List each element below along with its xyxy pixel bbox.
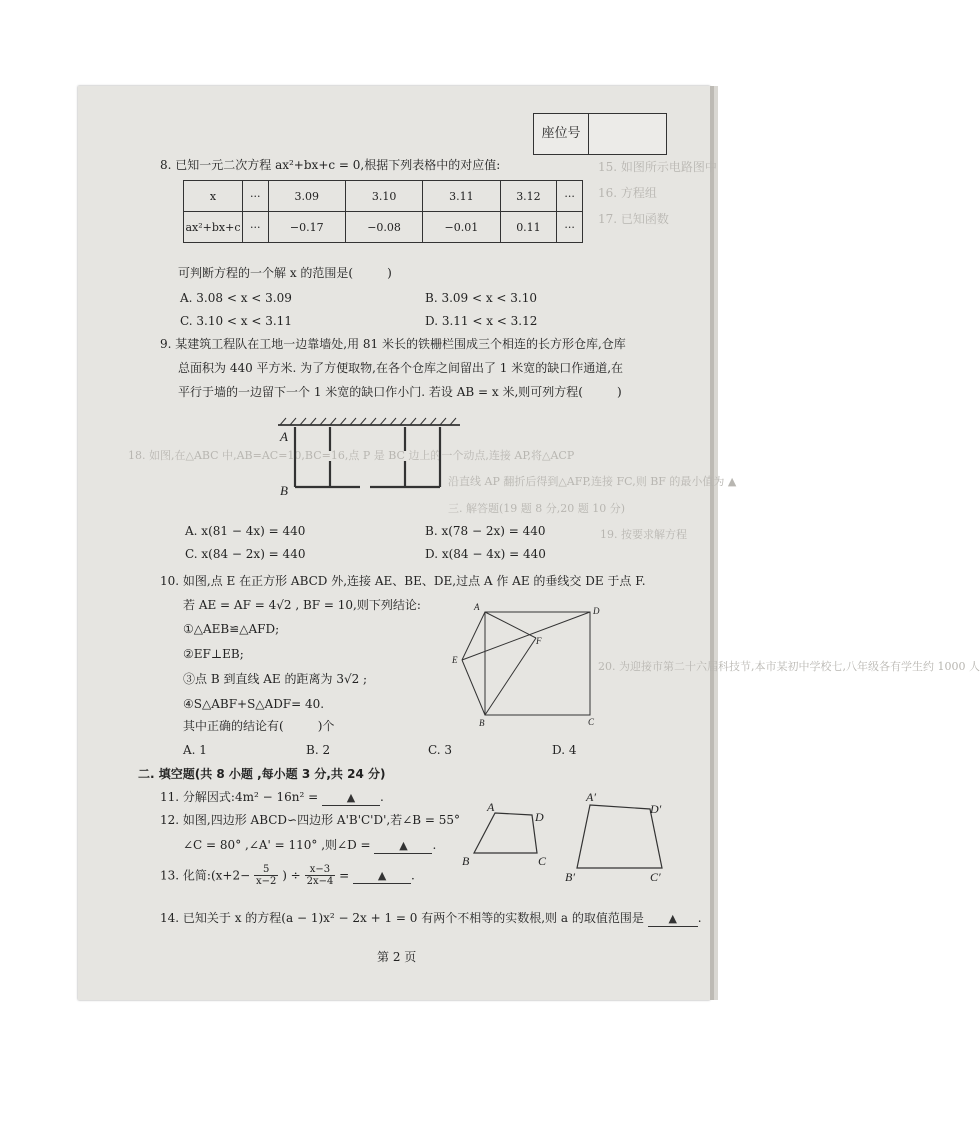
q12-line-2-text: ∠C = 80° ,∠A' = 110° ,则∠D = [183,838,371,852]
q13-frac2-denominator: 2x−4 [306,876,334,887]
q13-frac1-denominator: x−2 [255,876,277,887]
q10-conclusion-4: ④S△ABF+S△ADF= 40. [183,697,325,711]
q12-vertex-b: B [462,854,470,868]
q8-option-c[interactable]: C. 3.10 < x < 3.11 [180,314,292,328]
q13-equals: = [339,868,350,883]
q10-vertex-f: F [536,636,542,646]
q8-prompt-text: 可判断方程的一个解 x 的范围是( [178,266,354,280]
table-cell: ··· [243,212,269,243]
blank-marker-icon: ▲ [377,868,387,882]
q9-warehouse-figure [270,415,470,505]
table-cell: ··· [557,212,583,243]
q13-tail: . [411,868,415,883]
q10-conclusion-3: ③点 B 到直线 AE 的距离为 3√2 ; [183,672,368,686]
q8-option-b[interactable]: B. 3.09 < x < 3.10 [425,291,538,305]
q12-vertex-d-prime: D′ [650,802,662,816]
q8-prompt [178,266,392,280]
q10-vertex-c: C [588,717,595,727]
bleed-q20: 20. 为迎接市第二十六届科技节,本市某初中学校七,八年级各有学生约 1000 人 [598,660,980,673]
q10-option-c[interactable]: C. 3 [428,743,453,757]
table-cell: −0.01 [423,212,500,243]
table-cell: 3.10 [345,181,422,212]
page-number: 第 2 页 [377,950,417,964]
table-cell: 0.11 [500,212,557,243]
bleed-section3: 三. 解答题(19 题 8 分,20 题 10 分) [448,502,626,515]
q9-line-2: 总面积为 440 平方米. 为了方便取物,在各个仓库之间留出了 1 米宽的缺口作通道,在 [178,361,624,375]
q10-square-figure [450,600,610,730]
q10-prompt-close: )个 [317,719,335,733]
q14-text: 14. 已知关于 x 的方程(a − 1)x² − 2x + 1 = 0 有两个不相等的实数根,则 a 的取值范围是 [160,911,644,925]
table-row [184,181,583,212]
q8-prompt-close: ) [387,266,392,280]
bleed-q17: 17. 已知函数 [598,212,669,226]
q13-answer-blank[interactable] [353,868,411,884]
q9-label-b: B [280,483,288,498]
q8-stem: 8. 已知一元二次方程 ax²+bx+c = 0,根据下列表格中的对应值: [160,158,501,172]
q10-option-d[interactable]: D. 4 [552,743,577,757]
q12-vertex-c-prime: C′ [650,870,661,884]
section-2-title: 二. 填空题(共 8 小题 ,每小题 3 分,共 24 分) [138,767,386,781]
q12-vertex-a: A [487,800,495,814]
q12-line-1: 12. 如图,四边形 ABCD∽四边形 A'B'C'D',若∠B = 55° [160,813,461,827]
q11-answer-blank[interactable] [322,790,380,806]
q12-tail: . [432,838,437,852]
seat-number-field[interactable] [590,114,666,154]
table-cell: −0.17 [268,212,345,243]
q12-vertex-c: C [538,854,547,868]
q13 [160,864,415,892]
q10-vertex-e: E [452,655,458,665]
seat-number-label: 座位号 [534,114,589,154]
bleed-q18: 18. 如图,在△ABC 中,AB=AC=10,BC=16,点 P 是 BC 边上的一个动点,连接 AP,将△ACP [128,449,575,462]
bleed-q18b: 沿直线 AP 翻折后得到△AFP,连接 FC,则 BF 的最小值为 ▲ [448,475,737,488]
q11 [160,790,384,806]
q13-lead: 13. 化简:(x+2− [160,868,251,883]
table-cell: 3.12 [500,181,557,212]
q14-tail: . [697,911,702,925]
q13-frac1-numerator: 5 [254,864,278,876]
q12-vertex-d: D [535,810,544,824]
q9-option-a[interactable]: A. x(81 − 4x) = 440 [185,524,306,538]
q10-vertex-b: B [479,718,485,728]
q9-option-d[interactable]: D. x(84 − 4x) = 440 [425,547,546,561]
q9-line-3-text: 平行于墙的一边留下一个 1 米宽的缺口作小门. 若设 AB = x 米,则可列方程( [178,385,583,399]
q10-line-2: 若 AE = AF = 4√2 , BF = 10,则下列结论: [183,598,421,612]
bleed-q15: 15. 如图所示电路图中 [598,160,717,174]
q14-answer-blank[interactable] [648,911,698,927]
q11-tail: . [379,790,384,804]
q12-quadrilaterals-figure [460,785,680,885]
q12-answer-blank[interactable] [374,838,432,854]
q8-option-d[interactable]: D. 3.11 < x < 3.12 [425,314,538,328]
q10-conclusion-2: ②EF⊥EB; [183,647,244,661]
table-cell: 3.11 [423,181,500,212]
q11-text: 11. 分解因式:4m² − 16n² = [160,790,319,804]
q10-prompt [183,719,334,733]
q12-line-2 [183,838,436,854]
q9-line-1: 9. 某建筑工程队在工地一边靠墙处,用 81 米长的铁栅栏围成三个相连的长方形仓库,仓库 [160,337,626,351]
table-row [184,212,583,243]
q10-line-1: 10. 如图,点 E 在正方形 ABCD 外,连接 AE、BE、DE,过点 A 作 AE 的垂线交 DE 于点 F. [160,574,646,588]
table-header-fx: ax²+bx+c [184,212,243,243]
blank-marker-icon: ▲ [399,839,408,852]
q8-option-a[interactable]: A. 3.08 < x < 3.09 [180,291,292,305]
q9-option-c[interactable]: C. x(84 − 2x) = 440 [185,547,306,561]
bleed-q16: 16. 方程组 [598,186,657,200]
q10-conclusion-1: ①△AEB≌△AFD; [183,622,280,636]
q10-option-a[interactable]: A. 1 [183,743,207,757]
q13-divide: ) ÷ [282,868,301,883]
q8-value-table [183,180,583,243]
q10-vertex-a: A [474,602,480,612]
q12-vertex-b-prime: B′ [565,870,575,884]
table-cell: −0.08 [345,212,422,243]
blank-marker-icon: ▲ [668,912,677,925]
bleed-q19: 19. 按要求解方程 [600,528,687,541]
blank-marker-icon: ▲ [346,791,356,804]
q9-line-3-close: ) [616,385,622,399]
table-cell: 3.09 [268,181,345,212]
q9-option-b[interactable]: B. x(78 − 2x) = 440 [425,524,546,538]
table-cell: ··· [243,181,269,212]
q14 [160,911,702,927]
q10-vertex-d: D [593,606,600,616]
seat-number-box[interactable] [533,113,667,155]
q12-vertex-a-prime: A′ [586,790,596,804]
q10-prompt-text: 其中正确的结论有( [183,719,284,733]
q9-line-3 [178,385,622,399]
table-cell: ··· [557,181,583,212]
q10-option-b[interactable]: B. 2 [306,743,331,757]
q13-frac2-numerator: x−3 [305,864,336,876]
q9-label-a: A [280,429,288,444]
table-header-x: x [184,181,243,212]
